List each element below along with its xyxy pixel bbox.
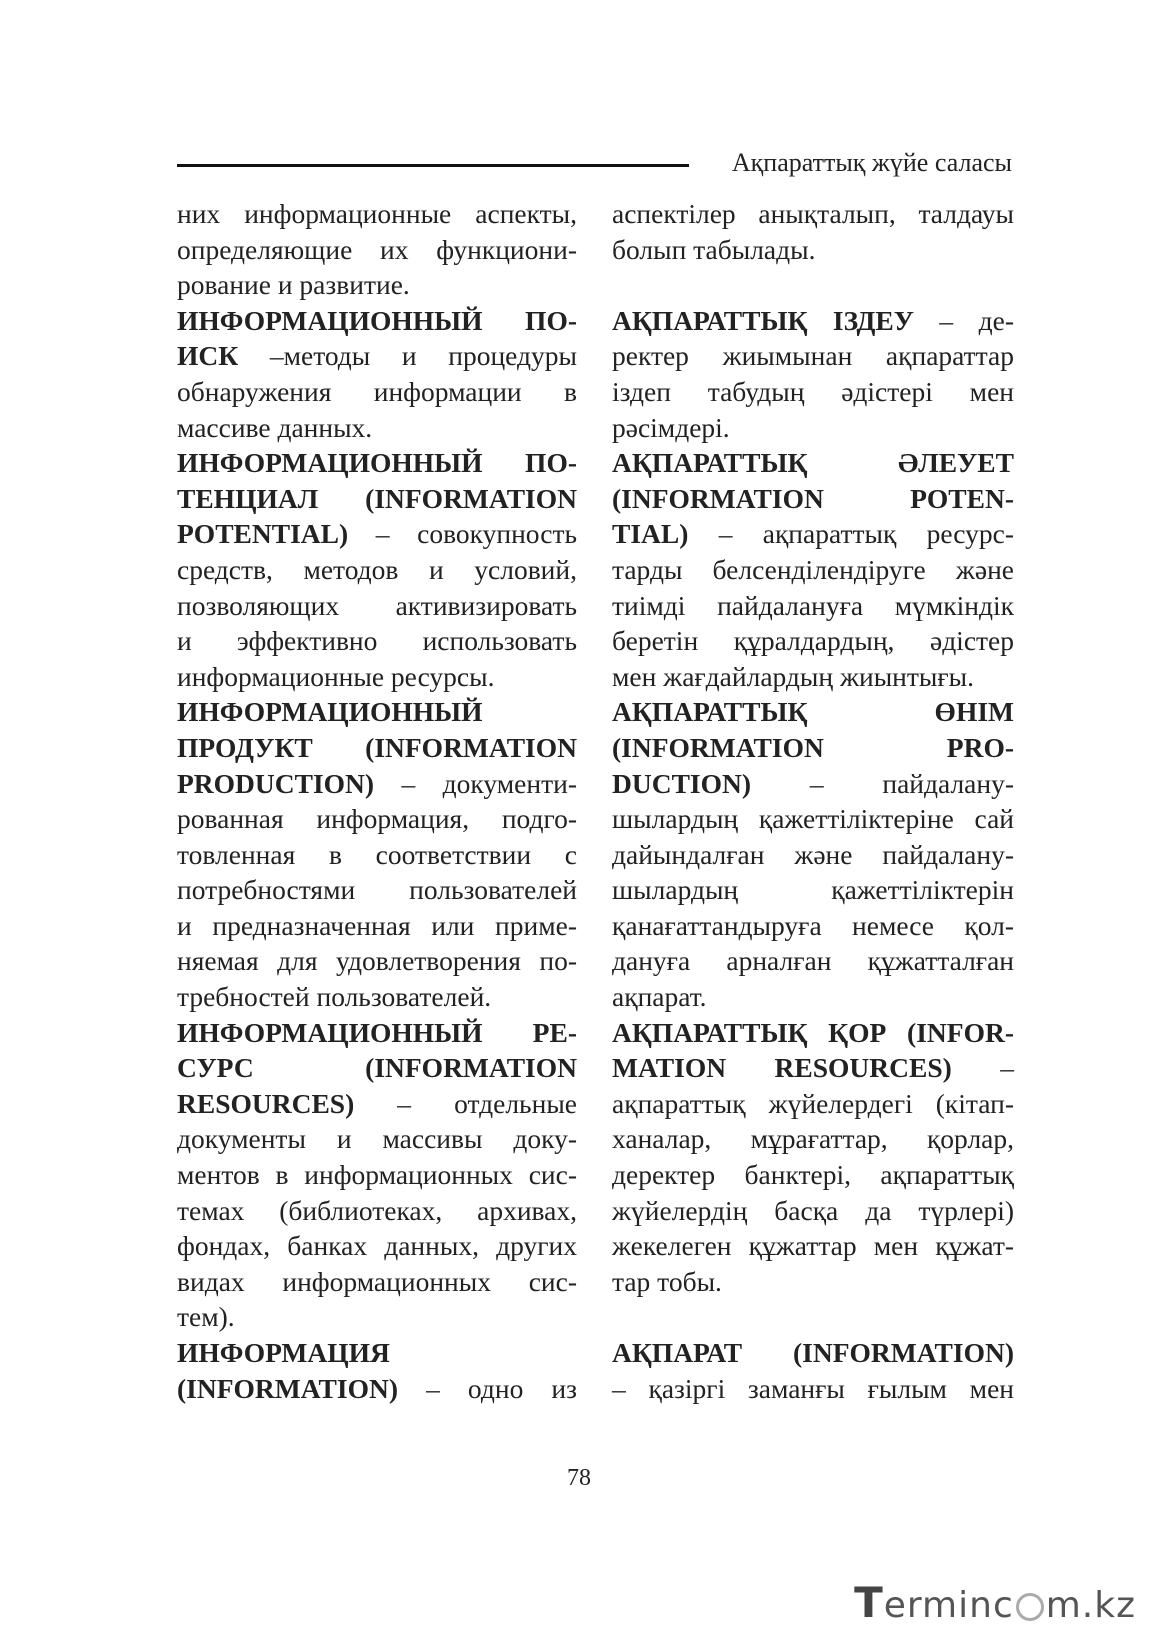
text-line: беретін құралдардың, әдістер <box>612 625 1014 657</box>
term-heading: TIAL) <box>612 518 689 550</box>
text-line: аспектілер анықталып, талдауы <box>612 198 1014 229</box>
text-line: тиімді пайдалануға мүмкіндік <box>612 589 1014 621</box>
term-heading: ИНФОРМАЦИОННЫЙ РЕ- <box>177 1016 577 1048</box>
term-heading: АҚПАРАТТЫҚ ӘЛЕУЕТ <box>612 447 1014 479</box>
text-line: болып табылады. <box>612 233 816 265</box>
term-heading: DUCTION) <box>612 767 752 799</box>
text-line <box>612 766 1014 802</box>
term-heading: ПРОДУКТ (INFORMATION <box>177 731 577 763</box>
text-line <box>612 1050 1014 1086</box>
text-line: іздеп табудың әдістері мен <box>612 375 1014 407</box>
term-heading: MATION RESOURCES) <box>612 1052 952 1084</box>
definition-text: – де- <box>913 304 1014 336</box>
text-line: фондах, банках данных, других <box>177 1230 577 1262</box>
header-title: Ақпараттық жүйе саласы <box>731 148 1012 177</box>
term-heading: (INFORMATION) <box>177 1372 398 1404</box>
term-heading: ИСК <box>177 340 239 372</box>
term-heading: (INFORMATION POTEN- <box>612 482 1014 514</box>
text-line <box>177 303 577 339</box>
text-line: определяющие их функциони- <box>177 233 577 265</box>
text-line <box>177 516 577 552</box>
text-line <box>177 481 577 517</box>
text-line: тарды белсенділендіруге және <box>612 553 1014 585</box>
text-line: рәсімдері. <box>612 411 730 443</box>
text-line <box>612 694 1014 730</box>
term-heading: ИНФОРМАЦИОННЫЙ ПО- <box>177 447 577 479</box>
text-line: ақпарат. <box>612 981 707 1013</box>
term-heading: ИНФОРМАЦИОННЫЙ ПО- <box>177 304 577 336</box>
text-line: рованная информация, подго- <box>177 803 577 835</box>
definition-text: – отдельные <box>354 1087 577 1119</box>
text-line: видах информационных сис- <box>177 1265 577 1297</box>
text-line: ақпараттық жүйелердегі (кітап- <box>612 1087 1014 1119</box>
term-heading: СУРС (INFORMATION <box>177 1052 577 1084</box>
term-heading: АҚПАРАТ (INFORMATION) <box>612 1337 1014 1368</box>
text-line: информационные ресурсы. <box>177 660 495 692</box>
text-line: ханалар, мұрағаттар, қорлар, <box>612 1123 1014 1155</box>
page-number: 78 <box>567 1465 591 1491</box>
definition-text: – одно из <box>398 1372 577 1404</box>
term-heading: RESOURCES) <box>177 1087 355 1119</box>
term-heading: АҚПАРАТТЫҚ ӨНІМ <box>612 696 1014 728</box>
term-heading: PRODUCTION) <box>177 767 375 799</box>
text-line: потребностями пользователей <box>177 874 577 906</box>
text-line: дануға арналған құжатталған <box>612 945 1014 977</box>
definition-text: – документи- <box>374 767 577 799</box>
text-line <box>177 1371 577 1407</box>
running-header <box>177 146 1012 182</box>
text-line <box>177 1086 577 1122</box>
term-heading: ИНФОРМАЦИЯ <box>177 1337 390 1368</box>
text-line <box>177 694 577 730</box>
text-line: – қазіргі заманғы ғылым мен <box>612 1372 1014 1404</box>
paragraph-gap <box>612 267 1014 303</box>
text-line: средств, методов и условий, <box>177 553 577 585</box>
text-line: них информационные аспекты, <box>177 198 577 229</box>
term-heading: (INFORMATION PRO- <box>612 731 1014 763</box>
text-line: ректер жиымынан ақпараттар <box>612 340 1014 372</box>
term-heading: ТЕНЦИАЛ (INFORMATION <box>177 482 577 514</box>
term-heading: POTENTIAL) <box>177 518 349 550</box>
text-line <box>612 445 1014 481</box>
text-line <box>612 1335 1014 1371</box>
text-line <box>177 1335 577 1371</box>
term-heading: ИНФОРМАЦИОННЫЙ <box>177 696 483 728</box>
text-line <box>612 303 1014 339</box>
text-line: дайындалған және пайдалану- <box>612 838 1014 870</box>
text-line <box>177 1015 577 1051</box>
watermark-logo: Terminc m.kz <box>854 1578 1136 1627</box>
text-line: темах (библиотеках, архивах, <box>177 1194 577 1226</box>
text-line: обнаружения информации в <box>177 375 577 407</box>
text-line: и эффективно использовать <box>177 625 577 657</box>
text-line: шылардың қажеттіліктерін <box>612 874 1014 906</box>
text-line: товленная в соответствии с <box>177 838 577 870</box>
text-line <box>612 730 1014 766</box>
text-line <box>177 338 577 374</box>
text-line: рование и развитие. <box>177 269 410 301</box>
header-rule <box>177 164 689 167</box>
text-line: деректер банктері, ақпараттық <box>612 1159 1014 1191</box>
text-line <box>612 1015 1014 1051</box>
left-column <box>177 196 577 1406</box>
text-line <box>612 481 1014 517</box>
term-heading: АҚПАРАТТЫҚ ҚОР (INFOR- <box>612 1016 1014 1048</box>
text-line: тар тобы. <box>612 1265 722 1297</box>
text-line: мен жағдайлардың жиынтығы. <box>612 660 975 692</box>
text-line: массиве данных. <box>177 411 373 443</box>
definition-text: –методы и процедуры <box>238 340 577 372</box>
text-line: жекелеген құжаттар мен құжат- <box>612 1230 1014 1262</box>
right-column <box>612 196 1014 1406</box>
text-line: жүйелердің басқа да түрлері) <box>612 1194 1014 1226</box>
text-line: шылардың қажеттіліктеріне сай <box>612 803 1014 835</box>
text-line <box>177 1050 577 1086</box>
text-line: қанағаттандыруға немесе қол- <box>612 909 1014 941</box>
text-line: и предназначенная или приме- <box>177 909 577 941</box>
definition-text: – ақпараттық ресурс- <box>688 518 1014 550</box>
text-line <box>177 730 577 766</box>
text-line <box>612 516 1014 552</box>
text-line: документы и массивы доку- <box>177 1123 577 1155</box>
text-line: тем). <box>177 1301 235 1333</box>
text-line <box>177 766 577 802</box>
definition-text: – <box>951 1052 1015 1084</box>
paragraph-gap <box>612 1299 1014 1335</box>
magnifier-icon <box>1016 1593 1044 1621</box>
text-line: позволяющих активизировать <box>177 589 577 621</box>
text-line: требностей пользователей. <box>177 981 492 1013</box>
definition-text: – совокупность <box>348 518 577 550</box>
text-line <box>177 445 577 481</box>
text-line: няемая для удовлетворения по- <box>177 945 577 977</box>
term-heading: АҚПАРАТТЫҚ ІЗДЕУ <box>612 304 914 336</box>
text-line: ментов в информационных сис- <box>177 1159 577 1191</box>
definition-text: – пайдалану- <box>751 767 1014 799</box>
